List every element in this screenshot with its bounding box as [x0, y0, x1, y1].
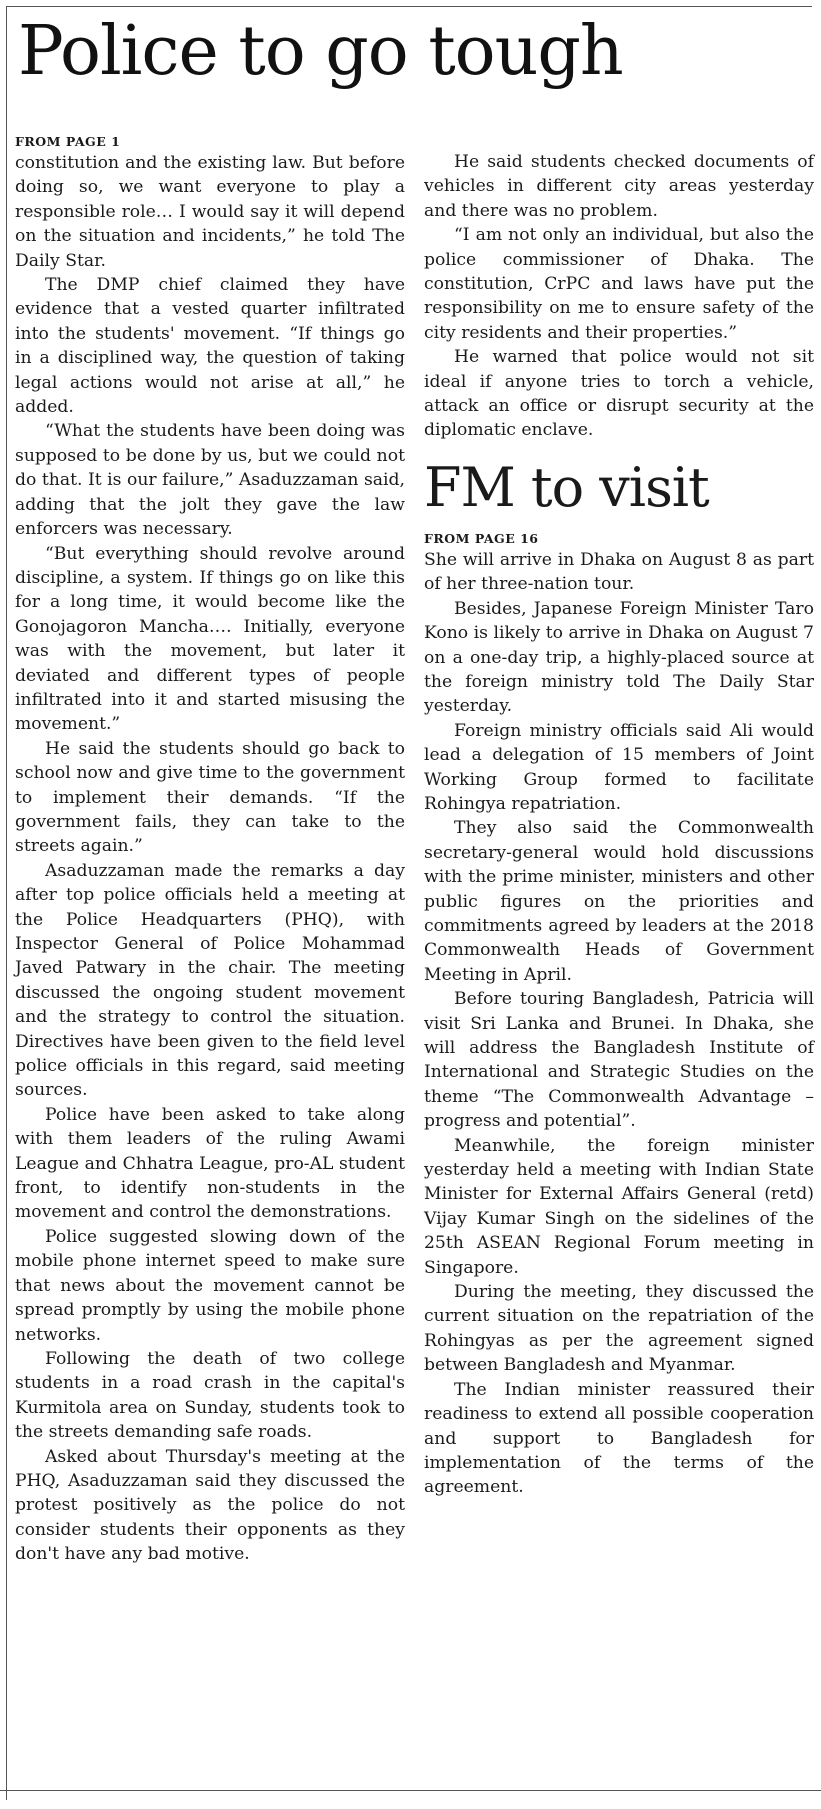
article-paragraph: “I am not only an individual, but also the police commissioner of Dhaka. The constitution, CrPC and laws have put the responsibility on me to ensure safety of the city residents and their properties.”	[424, 225, 814, 343]
article-paragraph: He said the students should go back to school now and give time to the government to implement their demands. “If the government fails, they can take to the streets again.”	[15, 738, 405, 857]
article-paragraph: He said students checked documents of vehicles in different city areas yesterday and there was no problem.	[424, 152, 814, 221]
article-paragraph: constitution and the existing law. But before doing so, we want everyone to play a responsible role… I would say it will depend on the situation and incidents,” he told The Daily Star.	[15, 153, 405, 271]
article-paragraph: Foreign ministry officials said Ali would lead a delegation of 15 members of Joint Working Group formed to facilitate Rohingya repatriation.	[424, 720, 814, 814]
from-page-label: FROM PAGE 1	[15, 134, 121, 149]
article-paragraph: Asaduzzaman made the remarks a day after top police officials held a meeting at the Police Headquarters (PHQ), with Inspector General of Police Mohammad Javed Patwary in the chair. The meeting discussed the ongoing student movement and the strategy to control the situation. Directives have been given to the field level police officials in this regard, said meeting sources.	[15, 860, 405, 1101]
article-paragraph: Meanwhile, the foreign minister yesterday held a meeting with Indian State Minister for External Affairs General (retd) Vijay Kumar Singh on the sidelines of the 25th ASEAN Regional Forum meeting in Singapore.	[424, 1135, 814, 1278]
article-paragraph: Following the death of two college students in a road crash in the capital's Kurmitola area on Sunday, students took to the streets demanding safe roads.	[15, 1348, 405, 1443]
article-paragraph: Besides, Japanese Foreign Minister Taro Kono is likely to arrive in Dhaka on August 7 on a one-day trip, a highly-placed source at the foreign ministry told The Daily Star yesterday.	[424, 598, 814, 717]
article-paragraph: Police have been asked to take along with them leaders of the ruling Awami League and Chhatra League, pro-AL student front, to identify non-students in the movement and control the demonstrations.	[15, 1104, 405, 1223]
headline-fm-visit: FM to visit	[424, 455, 709, 519]
article-paragraph: Asked about Thursday's meeting at the PHQ, Asaduzzaman said they discussed the protest positively as the police do not consider students their opponents as they don't have any bad motive.	[15, 1446, 405, 1565]
article-paragraph: He warned that police would not sit ideal if anyone tries to torch a vehicle, attack an office or disrupt security at the diplomatic enclave.	[424, 347, 814, 441]
article-paragraph: Before touring Bangladesh, Patricia will visit Sri Lanka and Brunei. In Dhaka, she will address the Bangladesh Institute of International and Strategic Studies on the theme “The Commonwealth Advantage – progress and potential”.	[424, 989, 814, 1132]
article-paragraph: “What the students have been doing was supposed to be done by us, but we could not do that. It is our failure,” Asaduzzaman said, adding that the jolt they gave the law enforcers was necessary.	[15, 421, 405, 540]
article-paragraph: “But everything should revolve around discipline, a system. If things go on like this for a long time, it would become like the Gonojagoron Mancha…. Initially, everyone was with the movement, but later it deviated and different types of people infiltrated into it and started misusing the movement.”	[15, 543, 405, 735]
article-paragraph: The DMP chief claimed they have evidence that a vested quarter infiltrated into the students' movement. “If things go in a disciplined way, the question of taking legal actions would not arise at all,” he added.	[15, 275, 405, 418]
column-left	[15, 134, 405, 1567]
article-paragraph: They also said the Commonwealth secretary-general would hold discussions with the prime minister, ministers and other public figures on the priorities and commitments agreed by leaders at the 2018 Commonwealth Heads of Government Meeting in April.	[424, 818, 814, 985]
article-paragraph: During the meeting, they discussed the current situation on the repatriation of the Rohingyas as per the agreement signed between Bangladesh and Myanmar.	[424, 1282, 814, 1376]
headline-police: Police to go tough	[18, 12, 623, 91]
from-page-label: FROM PAGE 16	[424, 530, 539, 546]
column-right	[424, 134, 814, 1500]
article-paragraph: Police suggested slowing down of the mobile phone internet speed to make sure that news about the movement cannot be spread promptly by using the mobile phone networks.	[15, 1226, 405, 1345]
bottom-rule	[0, 1790, 821, 1791]
article-paragraph: The Indian minister reassured their readiness to extend all possible cooperation and support to Bangladesh for implementation of the terms of the agreement.	[424, 1379, 814, 1498]
article-paragraph: She will arrive in Dhaka on August 8 as part of her three-nation tour.	[424, 549, 814, 595]
